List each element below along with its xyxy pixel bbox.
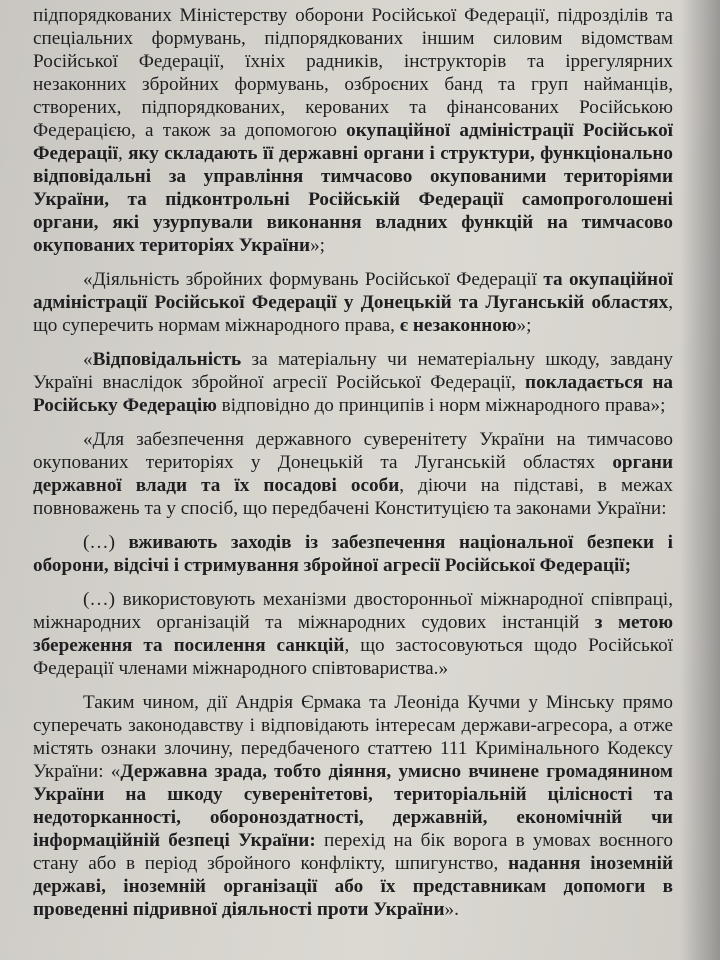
- bold-text-run: органи державної влади та їх посадові особи: [33, 452, 673, 496]
- quote-sovereignty: [33, 428, 673, 520]
- bold-text-run: та окупаційної адміністрації Російської Федерації у Донецькій та Луганській областях: [33, 269, 673, 313]
- text-run: , що суперечить нормам міжнародного права,: [33, 292, 673, 336]
- text-run: »;: [310, 235, 326, 256]
- document-body: [33, 4, 673, 932]
- bold-text-run: покладається на Російську Федерацію: [33, 372, 673, 416]
- text-run: ,: [117, 143, 129, 164]
- bold-text-run: є незаконною: [399, 315, 517, 336]
- text-run: відповідно до принципів і норм міжнародного права»;: [216, 395, 666, 416]
- quote-armed-formations: [33, 268, 673, 337]
- bold-text-run: з метою збереження та посилення санкцій: [33, 612, 673, 656]
- text-run: ».: [444, 899, 459, 920]
- text-run: »;: [516, 315, 532, 336]
- text-run: (…) використовують механізми двосторонньої міжнародної співпраці, міжнародних організацій та міжнародних судових інстанцій: [33, 589, 673, 633]
- quote-responsibility: [33, 348, 673, 417]
- bold-text-run: яку складають її державні органи і структури, функціонально відповідальні за управління тимчасово окупованими територіями України, та підконтрольні Російській Федерації самопроголошені органи, які узурпували виконання владних функцій на тимчасово окупованих територіях України: [33, 143, 674, 256]
- paragraph-continuation: [33, 4, 673, 257]
- quote-item-security: [33, 531, 673, 577]
- text-run: , діючи на підставі, в межах повноважень та у спосіб, що передбачені Конституцією та законами України:: [33, 475, 673, 519]
- paragraph-conclusion: [33, 691, 673, 921]
- text-run: Таким чином, дії Андрія Єрмака та Леоніда Кучми у Мінську прямо суперечать законодавству і відповідають інтересам держави-агресора, а отже містять ознаки злочину, передбаченого статтею 111 Кримінального Кодексу України: «: [33, 692, 673, 782]
- text-run: «: [83, 349, 93, 370]
- bold-text-run: надання іноземній державі, іноземній організації або їх представникам допомоги в проведенні підривної діяльності проти України: [33, 853, 673, 920]
- quote-item-international: [33, 588, 673, 680]
- text-run: за матеріальну чи нематеріальну шкоду, завдану Україні внаслідок збройної агресії Російської Федерації,: [33, 349, 673, 393]
- text-run: перехід на бік ворога в умовах воєнного стану або в період збройного конфлікту, шпигунство,: [33, 830, 673, 874]
- text-run: «Діяльність збройних формувань Російської Федерації: [83, 269, 544, 290]
- bold-text-run: Відповідальність: [92, 349, 242, 370]
- text-run: «Для забезпечення державного суверенітету України на тимчасово окупованих територіях у Донецькій та Луганській областях: [33, 429, 673, 473]
- text-run: підпорядкованих Міністерству оборони Російської Федерації, підрозділів та спеціальних формувань, підпорядкованих іншим силовим відомствам Російської Федерації, їхніх радників, інструкторів та іррегулярних незаконних збройних формувань, озброєних банд та груп найманців, створених, підпорядкованих, керованих та фінансованих Російською Федерацією, а також за допомогою: [33, 5, 673, 141]
- text-run: (…): [83, 532, 129, 553]
- text-run: , що застосовуються щодо Російської Федерації членами міжнародного співтовариства.»: [33, 635, 673, 679]
- bold-text-run: Державна зрада, тобто діяння, умисно вчинене громадянином України на шкоду суверенітетові, територіальній цілісності та недоторканності, обороноздатності, державній, економічній чи інформаційній безпеці України:: [33, 761, 673, 851]
- bold-text-run: окупаційної адміністрації Російської Федерації: [33, 120, 673, 164]
- bold-text-run: вживають заходів із забезпечення національної безпеки і оборони, відсічі і стримування збройної агресії Російської Федерації;: [33, 532, 674, 576]
